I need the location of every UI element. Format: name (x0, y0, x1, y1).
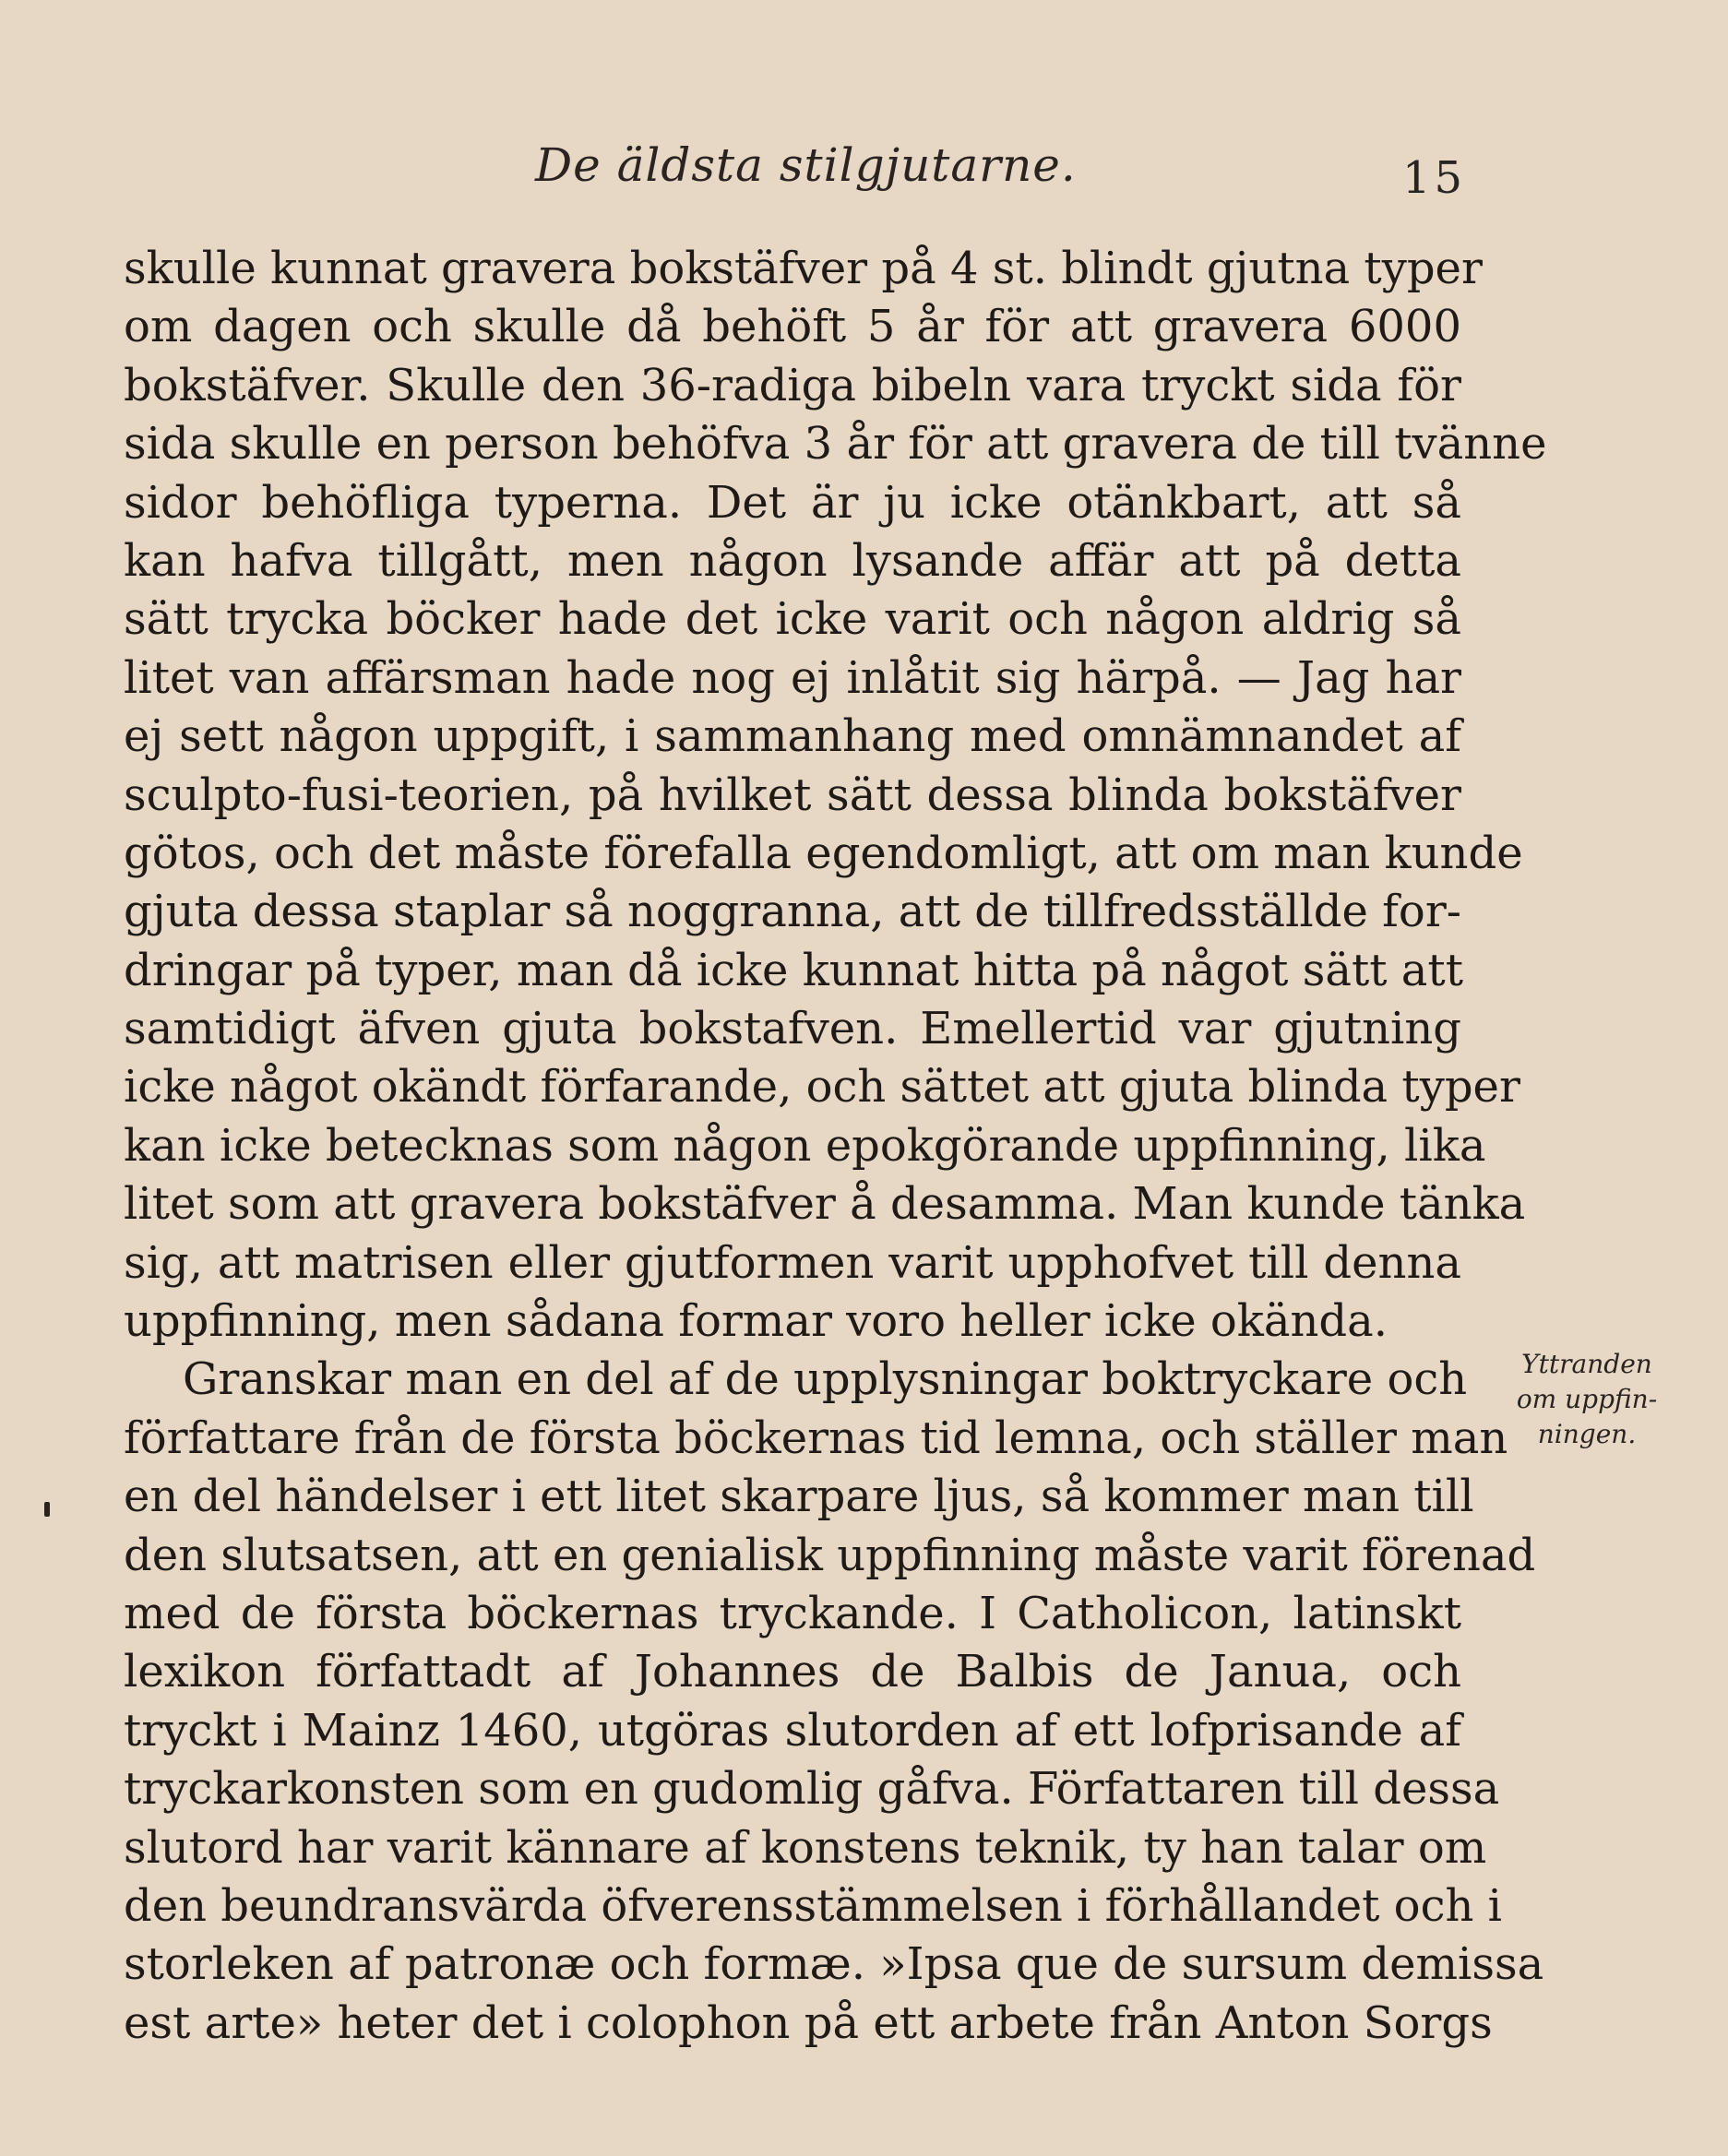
text-line: skulle kunnat gravera bokstäfver på 4 st. blindt gjutna typer (124, 243, 1483, 294)
running-title: De äldsta stilgjutarne. (535, 138, 1077, 192)
text-line: sida skulle en person behöfva 3 år för att gravera de till tvänne (124, 418, 1547, 471)
text-line: litet van affärsman hade nog ej inlåtit sig härpå. — Jag har (124, 651, 1461, 704)
text-line: sätt trycka böcker hade det icke varit och någon aldrig så (124, 593, 1461, 646)
text-line: den beundransvärda öfverensstämmelsen i förhållandet och i (124, 1879, 1502, 1932)
text-line: kan icke betecknas som någon epokgörande uppfinning, lika (124, 1119, 1486, 1172)
text-line: om dagen och skulle då behöft 5 år för att gravera 6000 (124, 301, 1461, 353)
text-line: dringar på typer, man då icke kunnat hitta på något sätt att (124, 944, 1463, 996)
text-line: tryckt i Mainz 1460, utgöras slutorden af ett lofprisande af (124, 1704, 1461, 1757)
text-line: ej sett någon uppgift, i sammanhang med omnämnandet af (124, 710, 1461, 763)
text-line: litet som att gravera bokstäfver å desamma. Man kunde tänka (124, 1178, 1526, 1231)
text-line: icke något okändt förfarande, och sättet att gjuta blinda typer (124, 1061, 1520, 1114)
margin-note-line: ningen. (1537, 1419, 1637, 1449)
text-line: en del händelser i ett litet skarpare ljus, så kommer man till (124, 1471, 1474, 1523)
margin-note (1495, 1347, 1679, 1452)
text-line: den slutsatsen, att en genialisk uppfinning måste varit förenad (124, 1529, 1536, 1581)
text-line: sidor behöfliga typerna. Det är ju icke otänkbart, att så (124, 476, 1461, 529)
margin-note-line: om uppfin- (1516, 1384, 1658, 1414)
text-line: gjuta dessa staplar så noggranna, att de tillfredsställde for- (124, 886, 1461, 938)
text-line: sig, att matrisen eller gjutformen varit upphofvet till denna (124, 1236, 1461, 1289)
body-text (124, 240, 1547, 2053)
margin-note-line: Yttranden (1521, 1349, 1652, 1379)
page-number: 15 (1402, 152, 1467, 204)
text-line: slutord har varit kännare af konstens teknik, ty han talar om (124, 1821, 1487, 1874)
text-line: kan hafva tillgått, men någon lysande affär att på detta (124, 534, 1461, 587)
text-line: tryckarkonsten som en gudomlig gåfva. Författaren till dessa (124, 1763, 1500, 1816)
text-line: lexikon författadt af Johannes de Balbis de Janua, och (124, 1646, 1461, 1698)
text-line: samtidigt äfven gjuta bokstafven. Emellertid var gjutning (124, 1003, 1461, 1055)
text-line: med de första böckernas tryckande. I Catholicon, latinskt (124, 1587, 1461, 1639)
text-line: bokstäfver. Skulle den 36-radiga bibeln vara tryckt sida för (124, 359, 1461, 411)
paragraph-end-line: uppfinning, men sådana formar voro heller icke okända. (124, 1295, 1388, 1348)
text-line: est arte» heter det i colophon på ett arbete från Anton Sorgs (124, 1996, 1493, 2049)
text-line: sculpto-fusi-teorien, på hvilket sätt dessa blinda bokstäfver (124, 768, 1461, 821)
text-line: författare från de första böckernas tid lemna, och ställer man (124, 1412, 1508, 1464)
paragraph-start-line: Granskar man en del af de upplysningar boktryckare och (183, 1353, 1468, 1406)
ink-mark (44, 1502, 50, 1517)
text-line: götos, och det måste förefalla egendomligt, att om man kunde (124, 827, 1523, 879)
text-line: storleken af patronæ och formæ. »Ipsa que de sursum demissa (124, 1938, 1544, 1991)
